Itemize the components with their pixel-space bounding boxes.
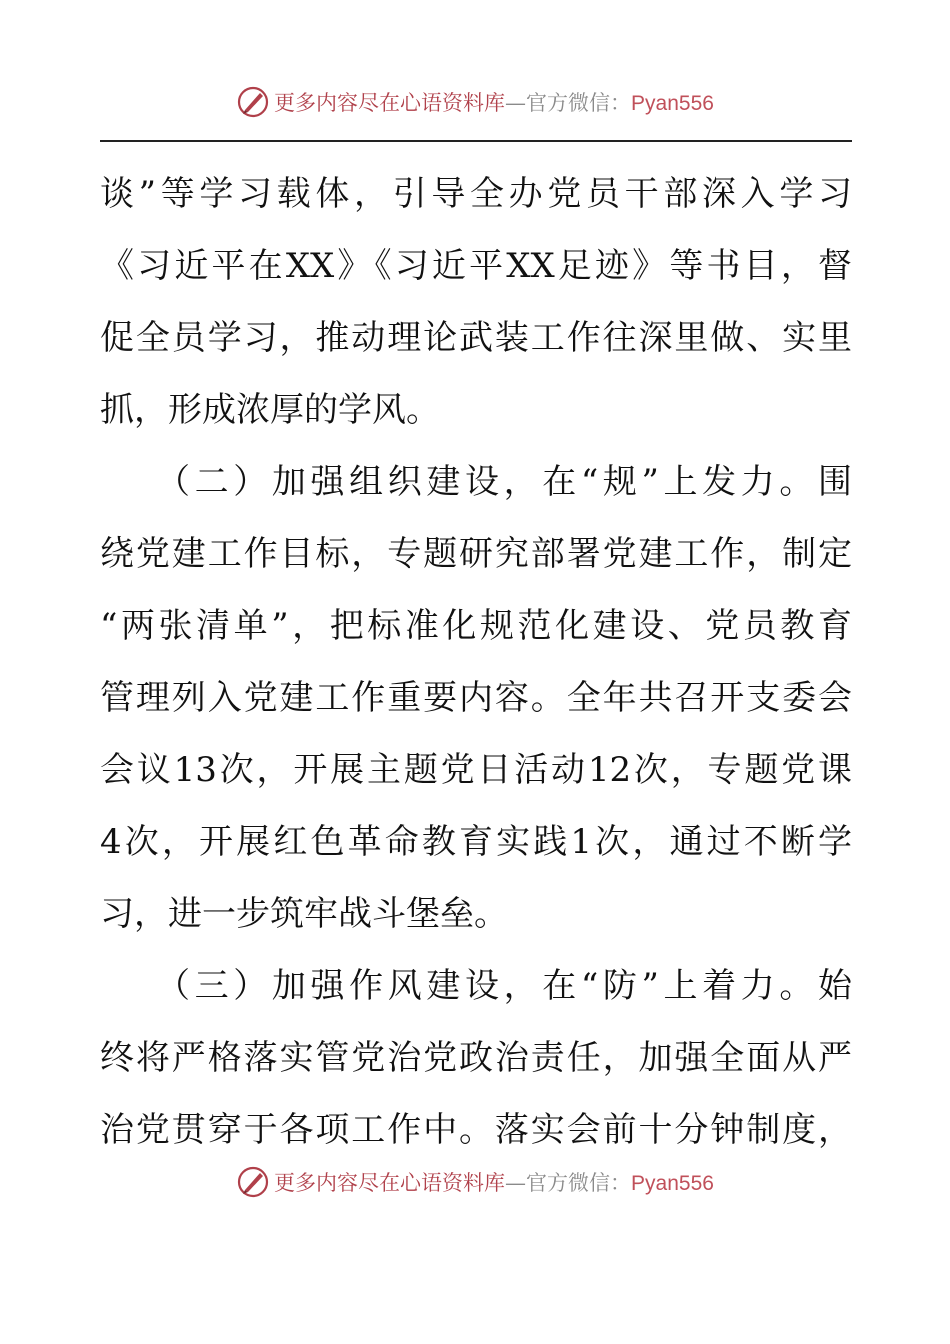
section-heading-line: （三）加强作风建设，在“防”上着力。始: [156, 966, 852, 1006]
header-library-text: 更多内容尽在心语资料库: [274, 91, 506, 115]
footer-banner-text: [274, 1167, 714, 1197]
body-line: 终将严格落实管党治党政治责任，加强全面从严: [100, 1038, 852, 1078]
body-line: 谈”等学习载体，引导全办党员干部深入学习: [100, 174, 852, 214]
pen-logo-icon: [236, 85, 270, 119]
section-heading-line: （二）加强组织建设，在“规”上发力。围: [156, 462, 852, 502]
pen-logo-icon: [236, 1165, 270, 1199]
document-body: [100, 158, 852, 1166]
header-wechat-id: Pyan556: [631, 92, 714, 115]
header-wechat-label: 官方微信：: [526, 91, 632, 115]
header-banner-text: [274, 87, 714, 117]
body-line: “两张清单”，把标准化规范化建设、党员教育: [100, 606, 852, 646]
body-line: 4次，开展红色革命教育实践1次，通过不断学: [100, 822, 852, 862]
body-line: 抓，形成浓厚的学风。: [100, 390, 440, 430]
body-line: 管理列入党建工作重要内容。全年共召开支委会: [100, 678, 852, 718]
footer-banner: [0, 1162, 950, 1202]
body-line: 《习近平在XX》《习近平XX足迹》等书目，督: [100, 246, 852, 286]
footer-wechat-label: 官方微信：: [526, 1171, 632, 1195]
body-line: 习，进一步筑牢战斗堡垒。: [100, 894, 508, 934]
footer-dash: —: [505, 1171, 527, 1195]
header-banner: [0, 82, 950, 122]
header-dash: —: [505, 91, 527, 115]
body-line: 绕党建工作目标，专题研究部署党建工作，制定: [100, 534, 852, 574]
body-line: 治党贯穿于各项工作中。落实会前十分钟制度，: [100, 1110, 852, 1150]
body-line: 促全员学习，推动理论武装工作往深里做、实里: [100, 318, 852, 358]
footer-wechat-id: Pyan556: [631, 1172, 714, 1195]
footer-library-text: 更多内容尽在心语资料库: [274, 1171, 506, 1195]
body-line: 会议13次，开展主题党日活动12次，专题党课: [100, 750, 852, 790]
header-divider: [100, 140, 852, 142]
